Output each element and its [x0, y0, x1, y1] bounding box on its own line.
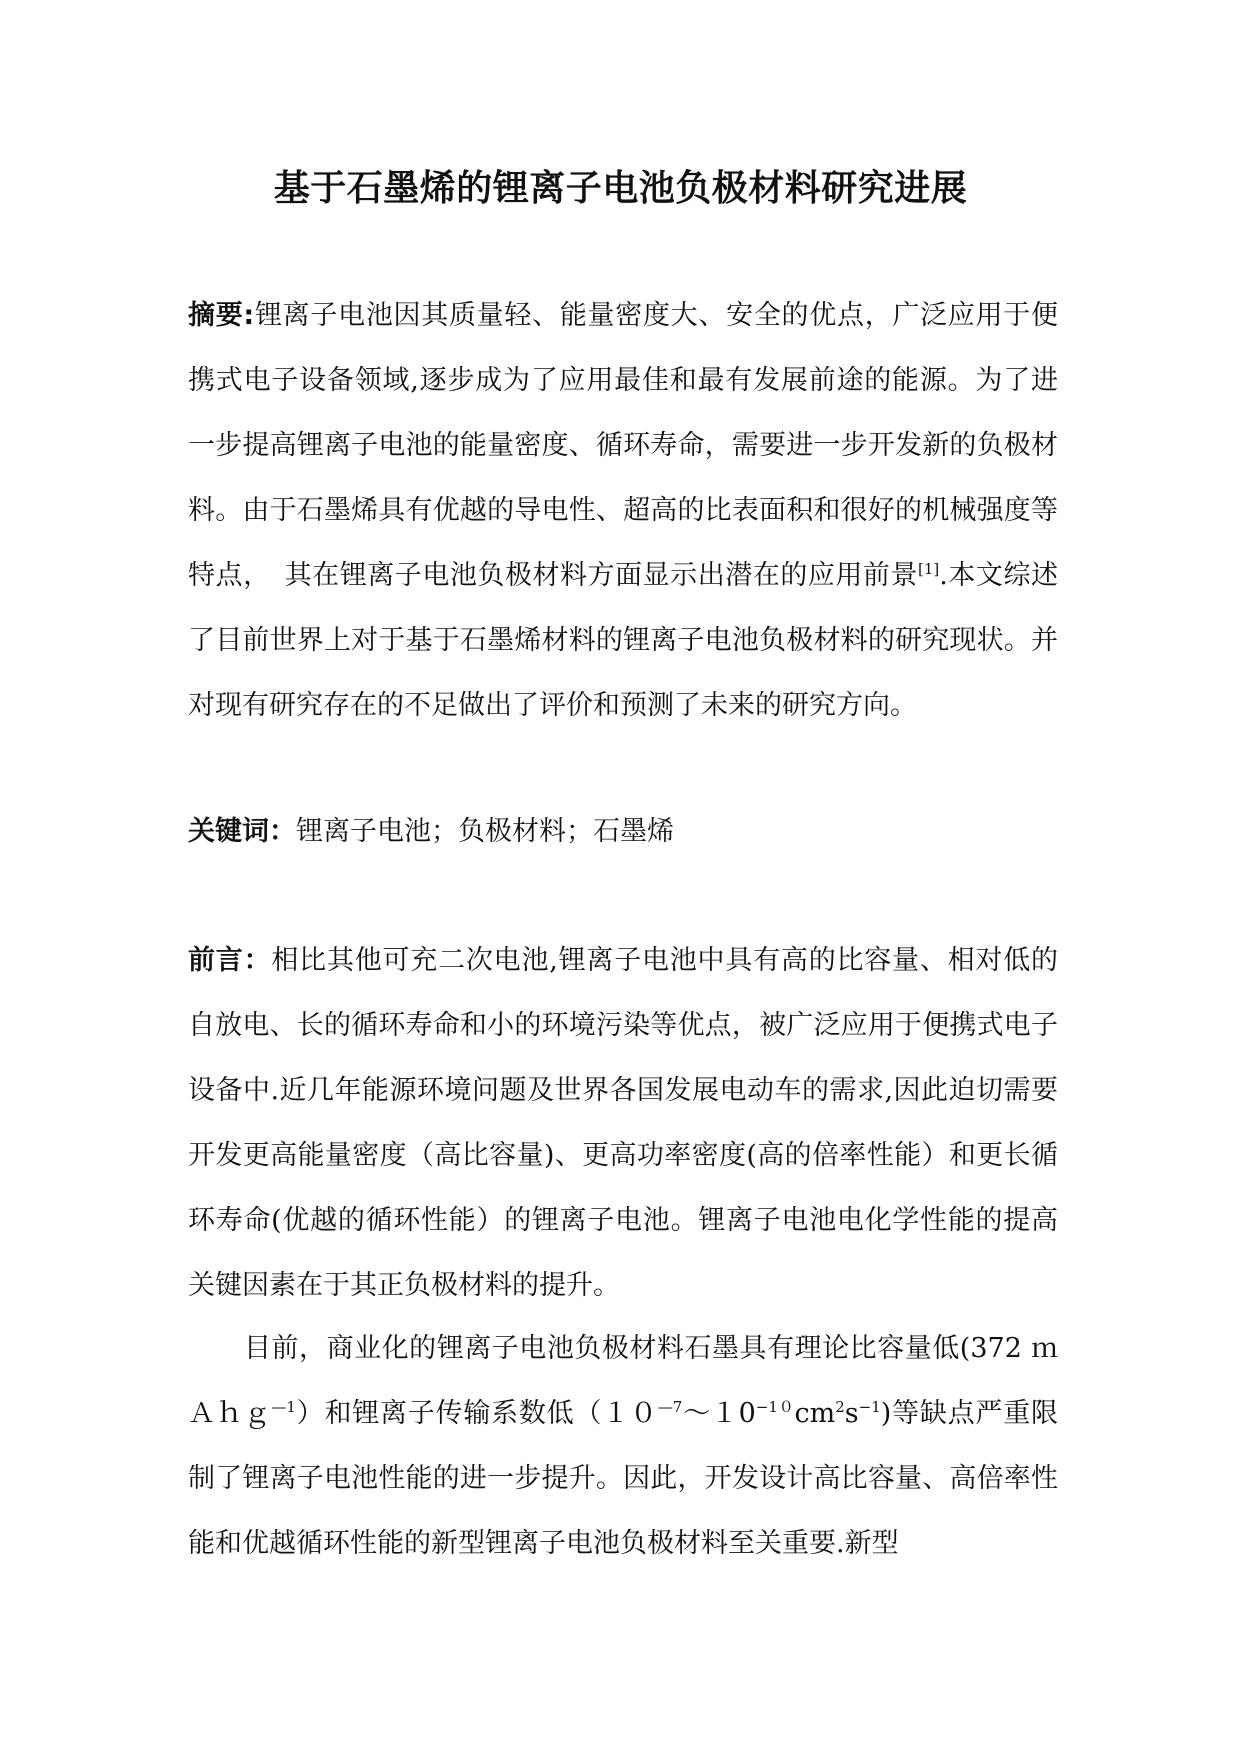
para2-text-1: 目前，商业化的锂离子电池负极材料石墨具有理论比容量低(372 ｍＡｈｇ — [188, 1333, 1058, 1429]
para2-sup-1: —1 — [271, 1398, 296, 1416]
preface-text: 相比其他可充二次电池,锂离子电池中具有高的比容量、相对低的自放电、长的循环寿命和小的环境污染等优点，被广泛应用于便携式电子设备中.近几年能源环境问题及世界各国发展电动车的需求,因此迫切需要开发更高能量密度（高比容量)、更高功率密度(高的倍率性能）和更长循环寿命(优越的循环性能）的锂离子电池。锂离子电池电化学性能的提高关键因素在于其正负极材料的提升。 — [188, 945, 1059, 1301]
citation-ref: [1] — [918, 560, 940, 578]
para2-text-5: s — [844, 1398, 859, 1429]
paper-title: 基于石墨烯的锂离子电池负极材料研究进展 — [273, 168, 968, 209]
abstract-paragraph — [188, 283, 1058, 738]
para2-sup-3: −1０ — [755, 1398, 795, 1416]
abstract-label: 摘要: — [188, 300, 255, 331]
body-paragraph — [188, 1316, 1058, 1576]
para2-text-6: )等缺点严重限制了锂离子电池性能的进一步提升。因此，开发设计高比容量、高倍率性能和优越循环性能的新型锂离子电池负极材料至关重要.新型 — [188, 1398, 1058, 1559]
keywords-label: 关键词： — [188, 816, 296, 847]
para2-text-2: ）和锂离子传输系数低（１０ — [295, 1398, 658, 1429]
abstract-text-part2: .本文综述了目前世界上对于基于石墨烯材料的锂离子电池负极材料的研究现状。并对现有研究存在的不足做出了评价和预测了未来的研究方向。 — [188, 560, 1058, 721]
para2-text-4: cm — [794, 1398, 836, 1429]
para2-text-3: ～１0 — [682, 1398, 756, 1429]
keywords-line — [188, 799, 1058, 864]
para2-sup-2: —7 — [657, 1398, 683, 1416]
preface-paragraph — [188, 928, 1058, 1318]
preface-label: 前言： — [188, 945, 272, 976]
abstract-text-part1: 锂离子电池因其质量轻、能量密度大、安全的优点，广泛应用于便携式电子设备领域,逐步成为了应用最佳和最有发展前途的能源。为了进一步提高锂离子电池的能量密度、循环寿命，需要进一步开发新的负极材料。由于石墨烯具有优越的导电性、超高的比表面积和很好的机械强度等特点， 其在锂离子电池负极材料方面显示出潜在的应用前景 — [188, 300, 1058, 591]
para2-sup-4: 2 — [835, 1398, 845, 1416]
keywords-text: 锂离子电池；负极材料；石墨烯 — [296, 816, 674, 847]
para2-sup-5: −1 — [858, 1398, 881, 1416]
